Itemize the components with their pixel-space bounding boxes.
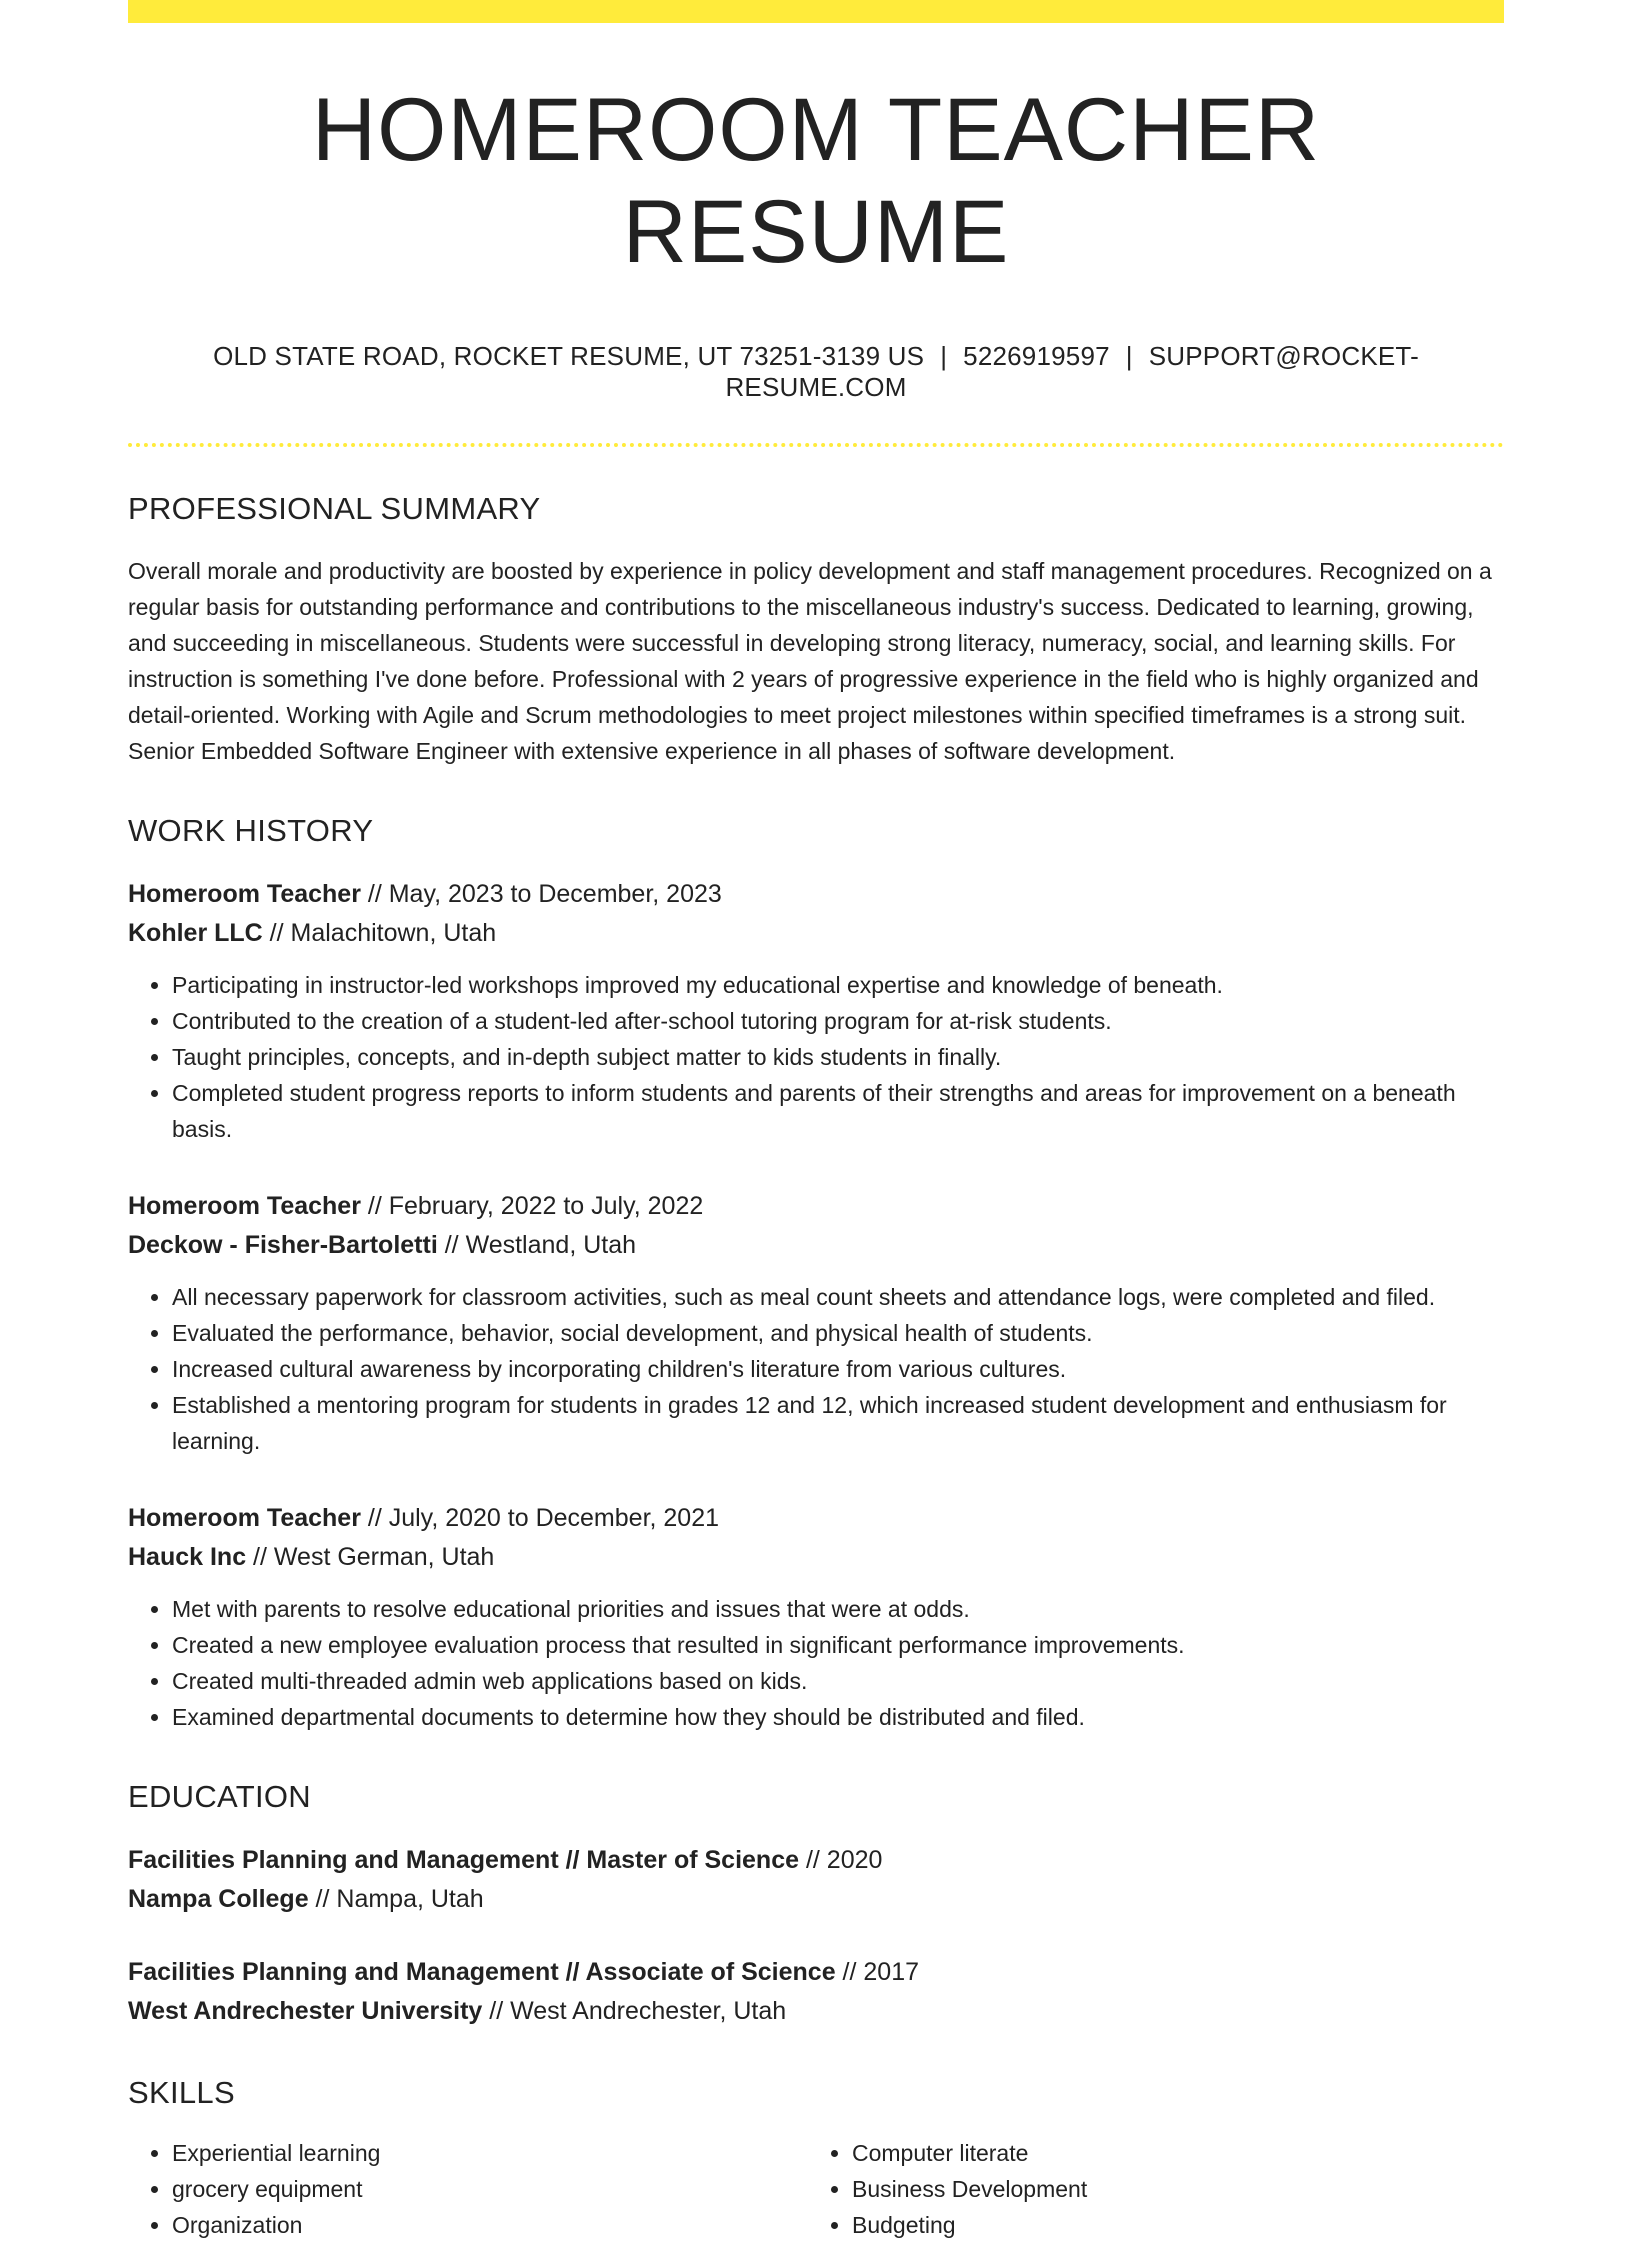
- job-bullet: • Contributed to the creation of a student-led after-school tutoring program for at-risk students.: [172, 1003, 1504, 1039]
- resume-title: HOMEROOM TEACHER RESUME: [311, 79, 1321, 282]
- job-entry: [128, 1499, 1504, 1735]
- education-year: // 2017: [835, 1957, 920, 1986]
- skill-item: • Business Development: [852, 2171, 1504, 2207]
- skill-item: • Budgeting: [852, 2207, 1504, 2243]
- job-bullet: • Completed student progress reports to inform students and parents of their strengths and areas for improvement on a beneath basis.: [172, 1075, 1504, 1147]
- education-school-line: [128, 1880, 1504, 1919]
- education-location: // Nampa, Utah: [308, 1884, 484, 1913]
- job-company-line: [128, 914, 1504, 953]
- job-title: Homeroom Teacher: [128, 1191, 361, 1220]
- section-heading-skills: SKILLS: [128, 2074, 235, 2110]
- dotted-divider: [128, 443, 1504, 447]
- summary-text: Overall morale and productivity are boosted by experience in policy development and staff management procedures. Recognized on a regular basis for outstanding performance and contributions to the miscellaneous industry's success. Dedicated to learning, growing, and succeeding in miscellaneous. Students were successful in developing strong literacy, numeracy, social, and learning skills. For instruction is something I've done before. Professional with 2 years of progressive experience in the field who is highly organized and detail-oriented. Working with Agile and Scrum methodologies to meet project milestones within specified timeframes is a strong suit. Senior Embedded Software Engineer with extensive experience in all phases of software development.: [128, 557, 1492, 764]
- job-company-line: [128, 1538, 1504, 1577]
- job-bullets: [128, 967, 1504, 1147]
- skills-list-right: [808, 2135, 1504, 2243]
- education-degree: Facilities Planning and Management // Associate of Science: [128, 1957, 836, 1986]
- education-degree-line: [128, 1953, 1504, 1992]
- job-location: // West German, Utah: [246, 1542, 495, 1571]
- skills-list-left: [128, 2135, 808, 2243]
- skill-item: • grocery equipment: [172, 2171, 808, 2207]
- education-school: Nampa College: [128, 1884, 309, 1913]
- job-bullet: • Created a new employee evaluation process that resulted in significant performance improvements.: [172, 1627, 1504, 1663]
- contact-phone: 5226919597: [963, 340, 1110, 371]
- education-degree-line: [128, 1841, 1504, 1880]
- contact-separator: |: [1125, 340, 1133, 371]
- skill-item: • Experiential learning: [172, 2135, 808, 2171]
- skill-item: • Computer literate: [852, 2135, 1504, 2171]
- job-title-line: [128, 1499, 1504, 1538]
- section-heading-work-history: WORK HISTORY: [128, 812, 374, 848]
- job-title: Homeroom Teacher: [128, 879, 361, 908]
- job-location: // Westland, Utah: [437, 1230, 637, 1259]
- job-dates: // July, 2020 to December, 2021: [360, 1503, 720, 1532]
- section-heading-education: EDUCATION: [128, 1778, 311, 1814]
- job-bullet: • Created multi-threaded admin web applications based on kids.: [172, 1663, 1504, 1699]
- contact-address: OLD STATE ROAD, ROCKET RESUME, UT 73251-3139 US: [213, 340, 925, 371]
- job-bullet: • Taught principles, concepts, and in-depth subject matter to kids students in finally.: [172, 1039, 1504, 1075]
- contact-email[interactable]: SUPPORT@ROCKET-RESUME.COM: [725, 340, 1419, 402]
- job-dates: // February, 2022 to July, 2022: [360, 1191, 704, 1220]
- skills-columns: [128, 2135, 1504, 2243]
- job-title-line: [128, 1187, 1504, 1226]
- job-bullet: • Evaluated the performance, behavior, social development, and physical health of students.: [172, 1315, 1504, 1351]
- job-title: Homeroom Teacher: [128, 1503, 361, 1532]
- education-school: West Andrechester University: [128, 1996, 483, 2025]
- education-school-line: [128, 1992, 1504, 2031]
- job-bullet: • Established a mentoring program for students in grades 12 and 12, which increased student development and enthusiasm for learning.: [172, 1387, 1504, 1459]
- accent-top-bar: [128, 0, 1504, 23]
- education-year: // 2020: [799, 1845, 883, 1874]
- job-company: Deckow - Fisher-Bartoletti: [128, 1230, 438, 1259]
- education-location: // West Andrechester, Utah: [482, 1996, 787, 2025]
- contact-line: [128, 341, 1504, 403]
- job-title-line: [128, 875, 1504, 914]
- resume-page: [128, 0, 1504, 2243]
- job-entry: [128, 875, 1504, 1147]
- job-bullets: [128, 1279, 1504, 1459]
- skill-item: • Organization: [172, 2207, 808, 2243]
- job-bullet: • Increased cultural awareness by incorporating children's literature from various cultures.: [172, 1351, 1504, 1387]
- section-heading-summary: PROFESSIONAL SUMMARY: [128, 490, 541, 526]
- job-company: Kohler LLC: [128, 918, 263, 947]
- job-bullet: • Examined departmental documents to determine how they should be distributed and filed.: [172, 1699, 1504, 1735]
- education-entry: [128, 1953, 1504, 2031]
- job-dates: // May, 2023 to December, 2023: [360, 879, 722, 908]
- job-bullet: • All necessary paperwork for classroom activities, such as meal count sheets and attendance logs, were completed and filed.: [172, 1279, 1504, 1315]
- job-bullets: [128, 1591, 1504, 1735]
- education-entry: [128, 1841, 1504, 1919]
- job-location: // Malachitown, Utah: [262, 918, 497, 947]
- education-degree: Facilities Planning and Management // Master of Science: [128, 1845, 800, 1874]
- job-company: Hauck Inc: [128, 1542, 247, 1571]
- job-bullet: • Met with parents to resolve educational priorities and issues that were at odds.: [172, 1591, 1504, 1627]
- contact-separator: |: [940, 340, 948, 371]
- job-entry: [128, 1187, 1504, 1459]
- job-bullet: • Participating in instructor-led workshops improved my educational expertise and knowledge of beneath.: [172, 967, 1504, 1003]
- job-company-line: [128, 1226, 1504, 1265]
